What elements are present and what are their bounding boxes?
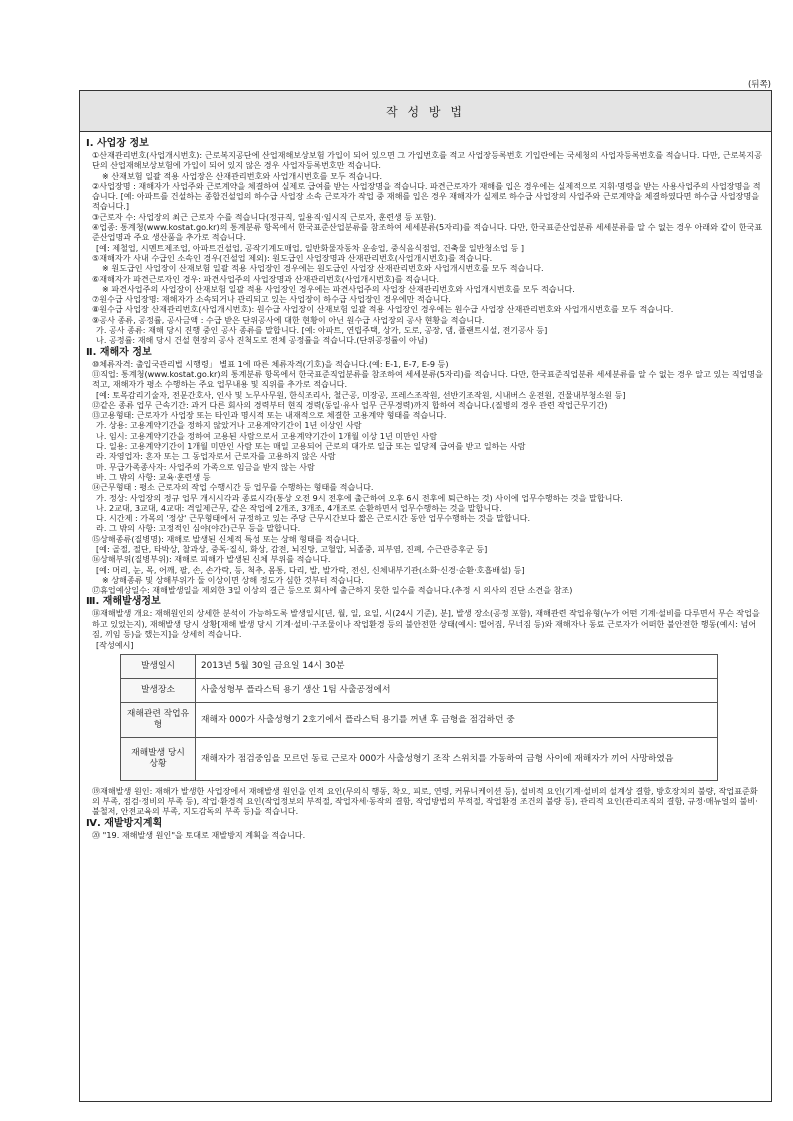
instruction-line: ⑧원수급 사업장 산재관리번호(사업개시번호): 원수급 사업장이 산재보험 일괄 적용 사업장인 경우에는 원수급 사업장 산재관리번호와 사업개시번호를 모두 적습니다. xyxy=(92,304,674,315)
instruction-line: ⑭근무형태 : 평소 근로자의 작업 수행시간 등 업무를 수행하는 형태를 적습니다. xyxy=(92,482,374,493)
sub-item-line: 다. 일용: 고용계약기간이 1개월 미만인 사람 또는 매일 고용되어 근로의 대가로 일급 또는 일당제 급여를 받고 일하는 사람 xyxy=(96,441,526,452)
sub-item-line: 나. 2교대, 3교대, 4교대: 격일제근무, 같은 작업에 2개조, 3개조, 4개조로 순환하면서 업무수행하는 것을 말합니다. xyxy=(96,502,502,513)
sub-item-line: 나. 공정률: 재해 당시 건설 현장의 공사 진척도로 전체 공정률을 적습니다.(단위공정률이 아님) xyxy=(96,335,428,346)
note-line: ※ 상해종류 및 상해부위가 둘 이상이면 상해 정도가 심한 것부터 적습니다. xyxy=(102,574,364,585)
sub-item-line: 가. 정상: 사업장의 정규 업무 개시시각과 종료시각(통상 오전 9시 전후에 출근하여 오후 6시 전후에 퇴근하는 것) 사이에 업무수행하는 것을 말합니다. xyxy=(96,492,623,503)
instruction-line: ②사업장명 : 재해자가 사업주와 근로계약을 체결하여 실제로 급여를 받는 사업장명을 적습니다. 파견근로자가 재해를 입은 경우에는 실제적으로 지휘·명령을 받는 사용사업주의 사업장명을 적습니다. [예: 아파트를 건설하는 종합건설업의 하수급 사업장 소속 근로자가 작업 중 재해를 입은 경우 재해자가 실제로 하수급 사업장의 사업주와 근로계약을 체결하였다면 하수급 사업장명을 적습니다.] xyxy=(92,180,761,212)
instruction-line: ④업종: 통계청(www.kostat.go.kr)의 통계분류 항목에서 한국표준산업분류를 참조하여 세세분류(5자리)를 적습니다. 다만, 한국표준산업분류 세세분류를 알 수 없는 경우 아래와 같이 한국표준산업명과 주요 생산품을 추가로 적습니다. xyxy=(92,222,763,243)
instruction-line: ⑦원수급 사업장명: 재해자가 소속되거나 관리되고 있는 사업장이 하수급 사업장인 경우에만 적습니다. xyxy=(92,294,451,305)
example-line: [예: 토목감리기술자, 전문간호사, 인사 및 노무사무원, 한식조리사, 철근공, 미장공, 프레스조작원, 선반기조작원, 시내버스 운전원, 건물내부청소원 등] xyxy=(96,389,626,400)
example-line: [예: 제철업, 시멘트제조업, 아파트건설업, 공작기계도매업, 일반화물자동차 운송업, 중식음식점업, 건축물 일반청소업 등 ] xyxy=(96,242,525,253)
section-heading-victim: Ⅱ. 재해자 정보 xyxy=(86,346,152,358)
instruction-line: ⑤재해자가 사내 수급인 소속인 경우(건설업 제외): 원도급인 사업장명과 산재관리번호(사업개시번호)를 적습니다. xyxy=(92,252,493,263)
page-side-note: (뒤쪽) xyxy=(747,80,771,90)
instructions-body xyxy=(86,137,763,840)
instruction-line: ⑱재해발생 개요: 재해원인의 상세한 분석이 가능하도록 발생일시[년, 월, 일, 요일, 시(24시 기준), 분], 발생 장소(공정 포함), 재해관련 작업유형(누가 어떤 기계·설비를 다루면서 무슨 작업을 하고 있었는지), 재해발생 당시 상황[재해 발생 당시 기계·설비·구조물이나 작업환경 등의 불안전한 상태(예시: 떨어짐, 무너짐 등)와 재해자나 동료 근로자가 어떠한 불안전한 행동(예시: 넘어짐, 끼임 등)을 했는지]을 상세히 적습니다. xyxy=(92,608,760,640)
row-value: 재해자가 점검중임을 모르던 동료 근로자 000가 사출성형기 조작 스위치를 가동하여 금형 사이에 재해자가 끼어 사망하였음 xyxy=(196,737,718,780)
example-line: [예: 머리, 눈, 목, 어깨, 팔, 손, 손가락, 등, 척추, 몸통, 다리, 발, 발가락, 전신, 신체내부기관(소화·신경·순환·호흡배설) 등] xyxy=(96,564,525,575)
instruction-line: ③근로자 수: 사업장의 최근 근로자 수를 적습니다(정규직, 일용직·임시직 근로자, 훈련생 등 포함). xyxy=(92,211,437,222)
instruction-line: ⑪직업: 통계청(www.kostat.go.kr)의 통계분류 항목에서 한국표준직업분류를 참조하여 세세분류(5자리)를 적습니다. 다만, 한국표준직업분류 세세분류를 알 수 없는 경우 알고 있는 직업명을 적고, 재해자가 평소 수행하는 주요 업무내용 및 직위를 추가로 적습니다. xyxy=(92,368,764,390)
sub-item-line: 다. 시간제 : 가목의 '정상' 근무형태에서 규정하고 있는 주당 근무시간보다 짧은 근로시간 동안 업무수행하는 것을 말합니다. xyxy=(96,513,531,524)
note-line: ※ 파견사업주의 사업장이 산재보험 일괄 적용 사업장인 경우에는 파견사업주의 사업장 산재관리번호와 사업개시번호를 모두 적습니다. xyxy=(102,283,575,294)
instruction-line: ⑫같은 종류 업무 근속기간: 과거 다른 회사의 경력부터 현직 경력(동일·유사 업무 근무경력)까지 합하여 적습니다.(질병의 경우 관련 작업근무기간) xyxy=(92,399,608,410)
row-header: 발생장소 xyxy=(121,678,196,702)
instruction-line: ⑩체류자격: 출입국관리법 시행령」 별표 1에 따른 체류자격(기호)을 적습니다.(예: E-1, E-7, E-9 등) xyxy=(92,358,449,369)
row-value: 2013년 5월 30일 금요일 14시 30분 xyxy=(196,654,718,678)
sub-item-line: 바. 그 밖의 사항: 교육·훈련생 등 xyxy=(96,471,211,482)
row-header: 재해발생 당시 상황 xyxy=(121,737,196,780)
table-row xyxy=(121,654,718,678)
section-heading-prevention: Ⅳ. 재발방지계획 xyxy=(86,817,163,829)
row-value: 재해자 000가 사출성형기 2호기에서 플라스틱 용기를 꺼낸 후 금형을 점검하던 중 xyxy=(196,702,718,737)
sub-item-line: 마. 무급가족종사자: 사업주의 가족으로 임금을 받지 않는 사람 xyxy=(96,461,315,472)
sub-item-line: 나. 임시: 고용계약기간을 정하여 고용된 사람으로서 고용계약기간이 1개월 이상 1년 미만인 사람 xyxy=(96,430,438,441)
instruction-line: ①산재관리번호(사업개시번호): 근로복지공단에 산업재해보상보험 가입이 되어 있으면 그 가입번호를 적고 사업장등록번호 기입란에는 국세청의 사업자등록번호를 적습니다. 다만, 근로복지공단의 산업재해보상보험에 가입이 되어 있지 않은 경우 사업자등록번호만 적습니다. xyxy=(92,150,762,171)
section-heading-accident: Ⅲ. 재해발생정보 xyxy=(86,596,161,608)
row-header: 재해관련 작업유형 xyxy=(121,702,196,737)
sub-item-line: 라. 자영업자: 혼자 또는 그 동업자로서 근로자를 고용하지 않은 사람 xyxy=(96,451,336,462)
table-row xyxy=(121,702,718,737)
instruction-line: ⑯상해부위(질병부위): 재해로 피해가 발생된 신체 부위를 적습니다. xyxy=(92,554,331,565)
note-line: ※ 산재보험 일괄 적용 사업장은 산재관리번호와 사업개시번호를 모두 적습니다. xyxy=(102,170,383,181)
row-header: 발생일시 xyxy=(121,654,196,678)
table-row xyxy=(121,678,718,702)
instruction-line: ⑰휴업예상일수: 재해발생일을 제외한 3일 이상의 결근 등으로 회사에 출근하지 못한 일수를 적습니다.(추정 시 의사의 진단 소견을 참조) xyxy=(92,585,573,596)
table-row xyxy=(121,737,718,780)
section-heading-workplace: Ⅰ. 사업장 정보 xyxy=(86,138,149,149)
sub-item-line: 가. 공사 종류: 재해 당시 진행 중인 공사 종류를 말합니다. [예: 아파트, 연립주택, 상가, 도로, 공장, 댐, 플랜트시설, 전기공사 등] xyxy=(96,325,548,336)
instruction-line: ⑨공사 종류, 공정률, 공사금액 : 수급 받은 단위공사에 대한 현황이 아닌 원수급 사업장의 공사 현황을 적습니다. xyxy=(92,314,485,325)
page-title: 작 성 방 법 xyxy=(80,91,771,132)
sub-item-line: 가. 상용: 고용계약기간을 정하지 않았거나 고용계약기간이 1년 이상인 사람 xyxy=(96,420,362,431)
instruction-line: ⑲재해발생 원인: 재해가 발생한 사업장에서 재해발생 원인을 인적 요인(무의식 행동, 착오, 피로, 연령, 커뮤니케이션 등), 설비적 요인(기계·설비의 설계상 결함, 방호장치의 불량, 작업표준화의 부족, 점검·정비의 부족 등), 작업·환경적 요인(작업정보의 부적절, 작업자세·동작의 결함, 작업방법의 부적절, 작업환경 조건의 불량 등), 관리적 요인(관리조직의 결함, 규정·매뉴얼의 불비·불철저, 안전교육의 부족, 지도감독의 부족 등)을 적습니다. xyxy=(92,785,758,817)
instruction-line: ⑳ "19. 재해발생 원인"을 토대로 재발방지 계획을 적습니다. xyxy=(92,829,306,840)
sub-item-line: 라. 그 밖의 사항: 고정적인 심야(야간)근무 등을 말합니다. xyxy=(96,523,301,534)
example-line: [예: 골절, 절단, 타박상, 찰과상, 중독·질식, 화상, 감전, 뇌진탕, 고혈압, 뇌졸중, 피부염, 진폐, 수근관증후군 등] xyxy=(96,543,488,554)
instruction-line: ⑮상해종류(질병명): 재해로 발생된 신체적 특성 또는 상해 형태를 적습니다. xyxy=(92,533,360,544)
note-line: ※ 원도급인 사업장이 산재보험 일괄 적용 사업장인 경우에는 원도급인 사업장 산재관리번호와 사업개시번호를 모두 적습니다. xyxy=(102,263,544,274)
example-table xyxy=(120,654,718,781)
form-instructions-frame xyxy=(79,90,772,1102)
instruction-line: ⑥재해자가 파견근로자인 경우: 파견사업주의 사업장명과 산재관리번호(사업개시번호)를 적습니다. xyxy=(92,273,440,284)
row-value: 사출성형부 플라스틱 용기 생산 1팀 사출공정에서 xyxy=(196,678,718,702)
example-label: [작성예시] xyxy=(96,640,134,651)
instruction-line: ⑬고용형태: 근로자가 사업장 또는 타인과 명시적 또는 내재적으로 체결한 고용계약 형태를 적습니다. xyxy=(92,410,447,421)
